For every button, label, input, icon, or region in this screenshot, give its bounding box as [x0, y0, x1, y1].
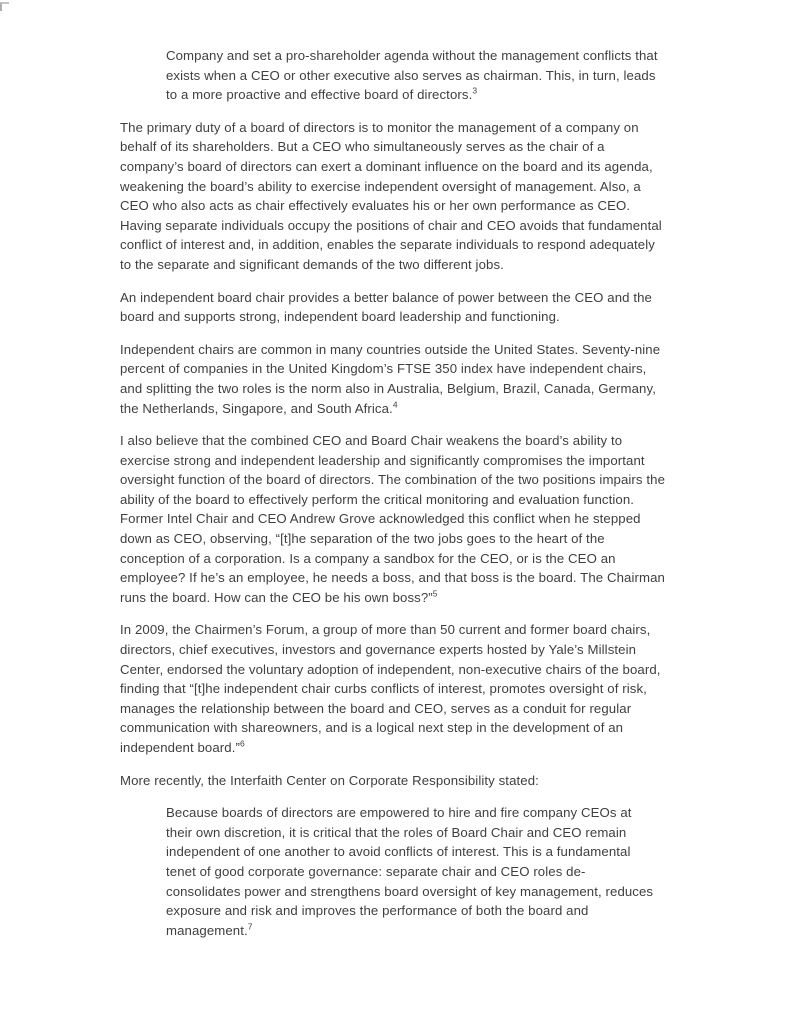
paragraph-combined-ceo-board-chair — [120, 431, 665, 607]
blockquote-interfaith-center-statement — [166, 803, 660, 940]
paragraph-text: The primary duty of a board of directors is to monitor the management of a company on behalf of its shareholders. But a CEO who simultaneously serves as the chair of a company’s board of directors can exert a dominant influence on the board and its agenda, weakening the board’s ability to exercise independent oversight of management. Also, a CEO who also acts as chair effectively evaluates his or her own performance as CEO. Having separate individuals occupy the positions of chair and CEO avoids that fundamental conflict of interest and, in addition, enables the separate individuals to respond adequately to the separate and significant demands of the two different jobs. — [120, 119, 662, 272]
footnote-ref-7: 7 — [247, 921, 253, 932]
paragraph-chairmens-forum — [120, 620, 665, 757]
paragraph-text: More recently, the Interfaith Center on Corporate Responsibility stated: — [120, 772, 539, 788]
document-body — [120, 46, 665, 953]
paragraph-text: Independent chairs are common in many countries outside the United States. Seventy-nine percent of companies in the United Kingdom’s FTSE 350 index have independent chairs, and splitting the two roles is the norm also in Australia, Belgium, Brazil, Canada, Germany, the Netherlands, Singapore, and South Africa. — [120, 341, 661, 416]
footnote-ref-4: 4 — [392, 399, 398, 410]
paragraph-primary-duty — [120, 118, 665, 275]
footnote-ref-6: 6 — [239, 738, 245, 749]
footnote-ref-5: 5 — [432, 588, 438, 599]
blockquote-text: Company and set a pro-shareholder agenda without the management conflicts that exists when a CEO or other executive also serves as chairman. This, in turn, leads to a more proactive and effective board of directors. — [166, 48, 658, 103]
paragraph-text: I also believe that the combined CEO and Board Chair weakens the board’s ability to exercise strong and independent leadership and significantly compromises the important oversight function of the board of directors. The combination of the two positions impairs the ability of the board to effectively perform the critical monitoring and evaluation function. Former Intel Chair and CEO Andrew Grove acknowledged this conflict when he stepped down as CEO, observing, “[t]he separation of the two jobs goes to the heart of the conception of a corporation. Is a company a sandbox for the CEO, or is the CEO an employee? If he’s an employee, he needs a boss, and that boss is the board. The Chairman runs the board. How can the CEO be his own boss?” — [120, 433, 666, 605]
paragraph-balance-of-power — [120, 288, 665, 327]
paragraph-text: In 2009, the Chairmen’s Forum, a group of more than 50 current and former board chairs, directors, chief executives, investors and governance experts hosted by Yale’s Millstein Center, endorsed the voluntary adoption of independent, non-executive chairs of the board, finding that “[t]he independent chair curbs conflicts of interest, promotes oversight of risk, manages the relationship between the board and CEO, serves as a conduit for regular communication with shareowners, and is a logical next step in the development of an independent board.” — [120, 622, 661, 755]
scan-artifact-mark — [0, 2, 9, 11]
paragraph-interfaith-center-intro — [120, 771, 665, 791]
blockquote-pro-shareholder-agenda — [166, 46, 660, 105]
footnote-ref-3: 3 — [472, 85, 478, 96]
blockquote-text: Because boards of directors are empowered to hire and fire company CEOs at their own discretion, it is critical that the roles of Board Chair and CEO remain independent of one another to avoid conflicts of interest. This is a fundamental tenet of good corporate governance: separate chair and CEO roles de-consolidates power and strengthens board oversight of key management, reduces exposure and risk and improves the performance of both the board and management. — [166, 805, 654, 938]
paragraph-text: An independent board chair provides a better balance of power between the CEO and the board and supports strong, independent board leadership and functioning. — [120, 289, 652, 325]
paragraph-independent-chairs-countries — [120, 340, 665, 418]
